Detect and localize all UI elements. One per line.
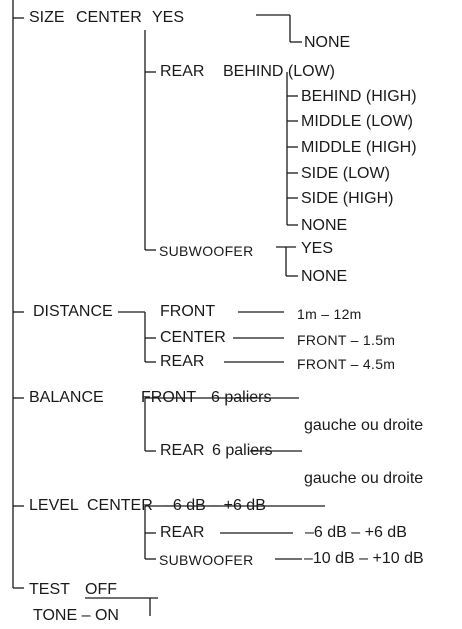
balance-front-label: FRONT (141, 389, 197, 406)
size-center-label: CENTER (76, 9, 142, 26)
balance-rear-direction: gauche ou droite (304, 470, 424, 487)
level-label: LEVEL (29, 497, 79, 514)
distance-label: DISTANCE (33, 303, 113, 320)
rear-option: BEHIND (LOW) (223, 63, 335, 80)
distance-front-label: FRONT (160, 303, 216, 320)
level-subwoofer-range: –10 dB – +10 dB (304, 550, 424, 567)
level-subwoofer-label: SUBWOOFER (159, 552, 254, 568)
distance-center-range: FRONT – 1.5m (297, 332, 396, 348)
balance-label: BALANCE (29, 389, 104, 406)
size-rear-label: REAR (160, 63, 205, 80)
subwoofer-none: NONE (301, 268, 348, 285)
test-label: TEST (29, 581, 70, 598)
size-center-none: NONE (304, 34, 351, 51)
level-rear-range: –6 dB – +6 dB (305, 524, 407, 541)
size-subwoofer-label: SUBWOOFER (159, 243, 254, 259)
distance-center-label: CENTER (160, 329, 226, 346)
distance-rear-label: REAR (160, 353, 205, 370)
level-rear-label: REAR (160, 524, 205, 541)
distance-rear-range: FRONT – 4.5m (297, 356, 396, 372)
balance-rear-steps: 6 paliers (212, 442, 273, 459)
subwoofer-yes: YES (301, 240, 334, 257)
level-center-label: CENTER (87, 497, 153, 514)
balance-front-steps: 6 paliers (211, 389, 272, 406)
size-label: SIZE (29, 9, 65, 26)
rear-option: MIDDLE (HIGH) (301, 139, 417, 156)
balance-rear-label: REAR (160, 442, 205, 459)
rear-option: SIDE (HIGH) (301, 190, 394, 207)
rear-option: SIDE (LOW) (301, 165, 390, 182)
size-center-yes: YES (152, 9, 185, 26)
rear-option: BEHIND (HIGH) (301, 88, 417, 105)
rear-option: NONE (301, 217, 348, 234)
level-center-range: –6 dB – +6 dB (164, 497, 266, 514)
test-off: OFF (85, 581, 117, 598)
rear-option: MIDDLE (LOW) (301, 113, 413, 130)
balance-front-direction: gauche ou droite (304, 417, 424, 434)
distance-front-range: 1m – 12m (297, 306, 362, 322)
test-tone-on: TONE – ON (33, 607, 119, 624)
